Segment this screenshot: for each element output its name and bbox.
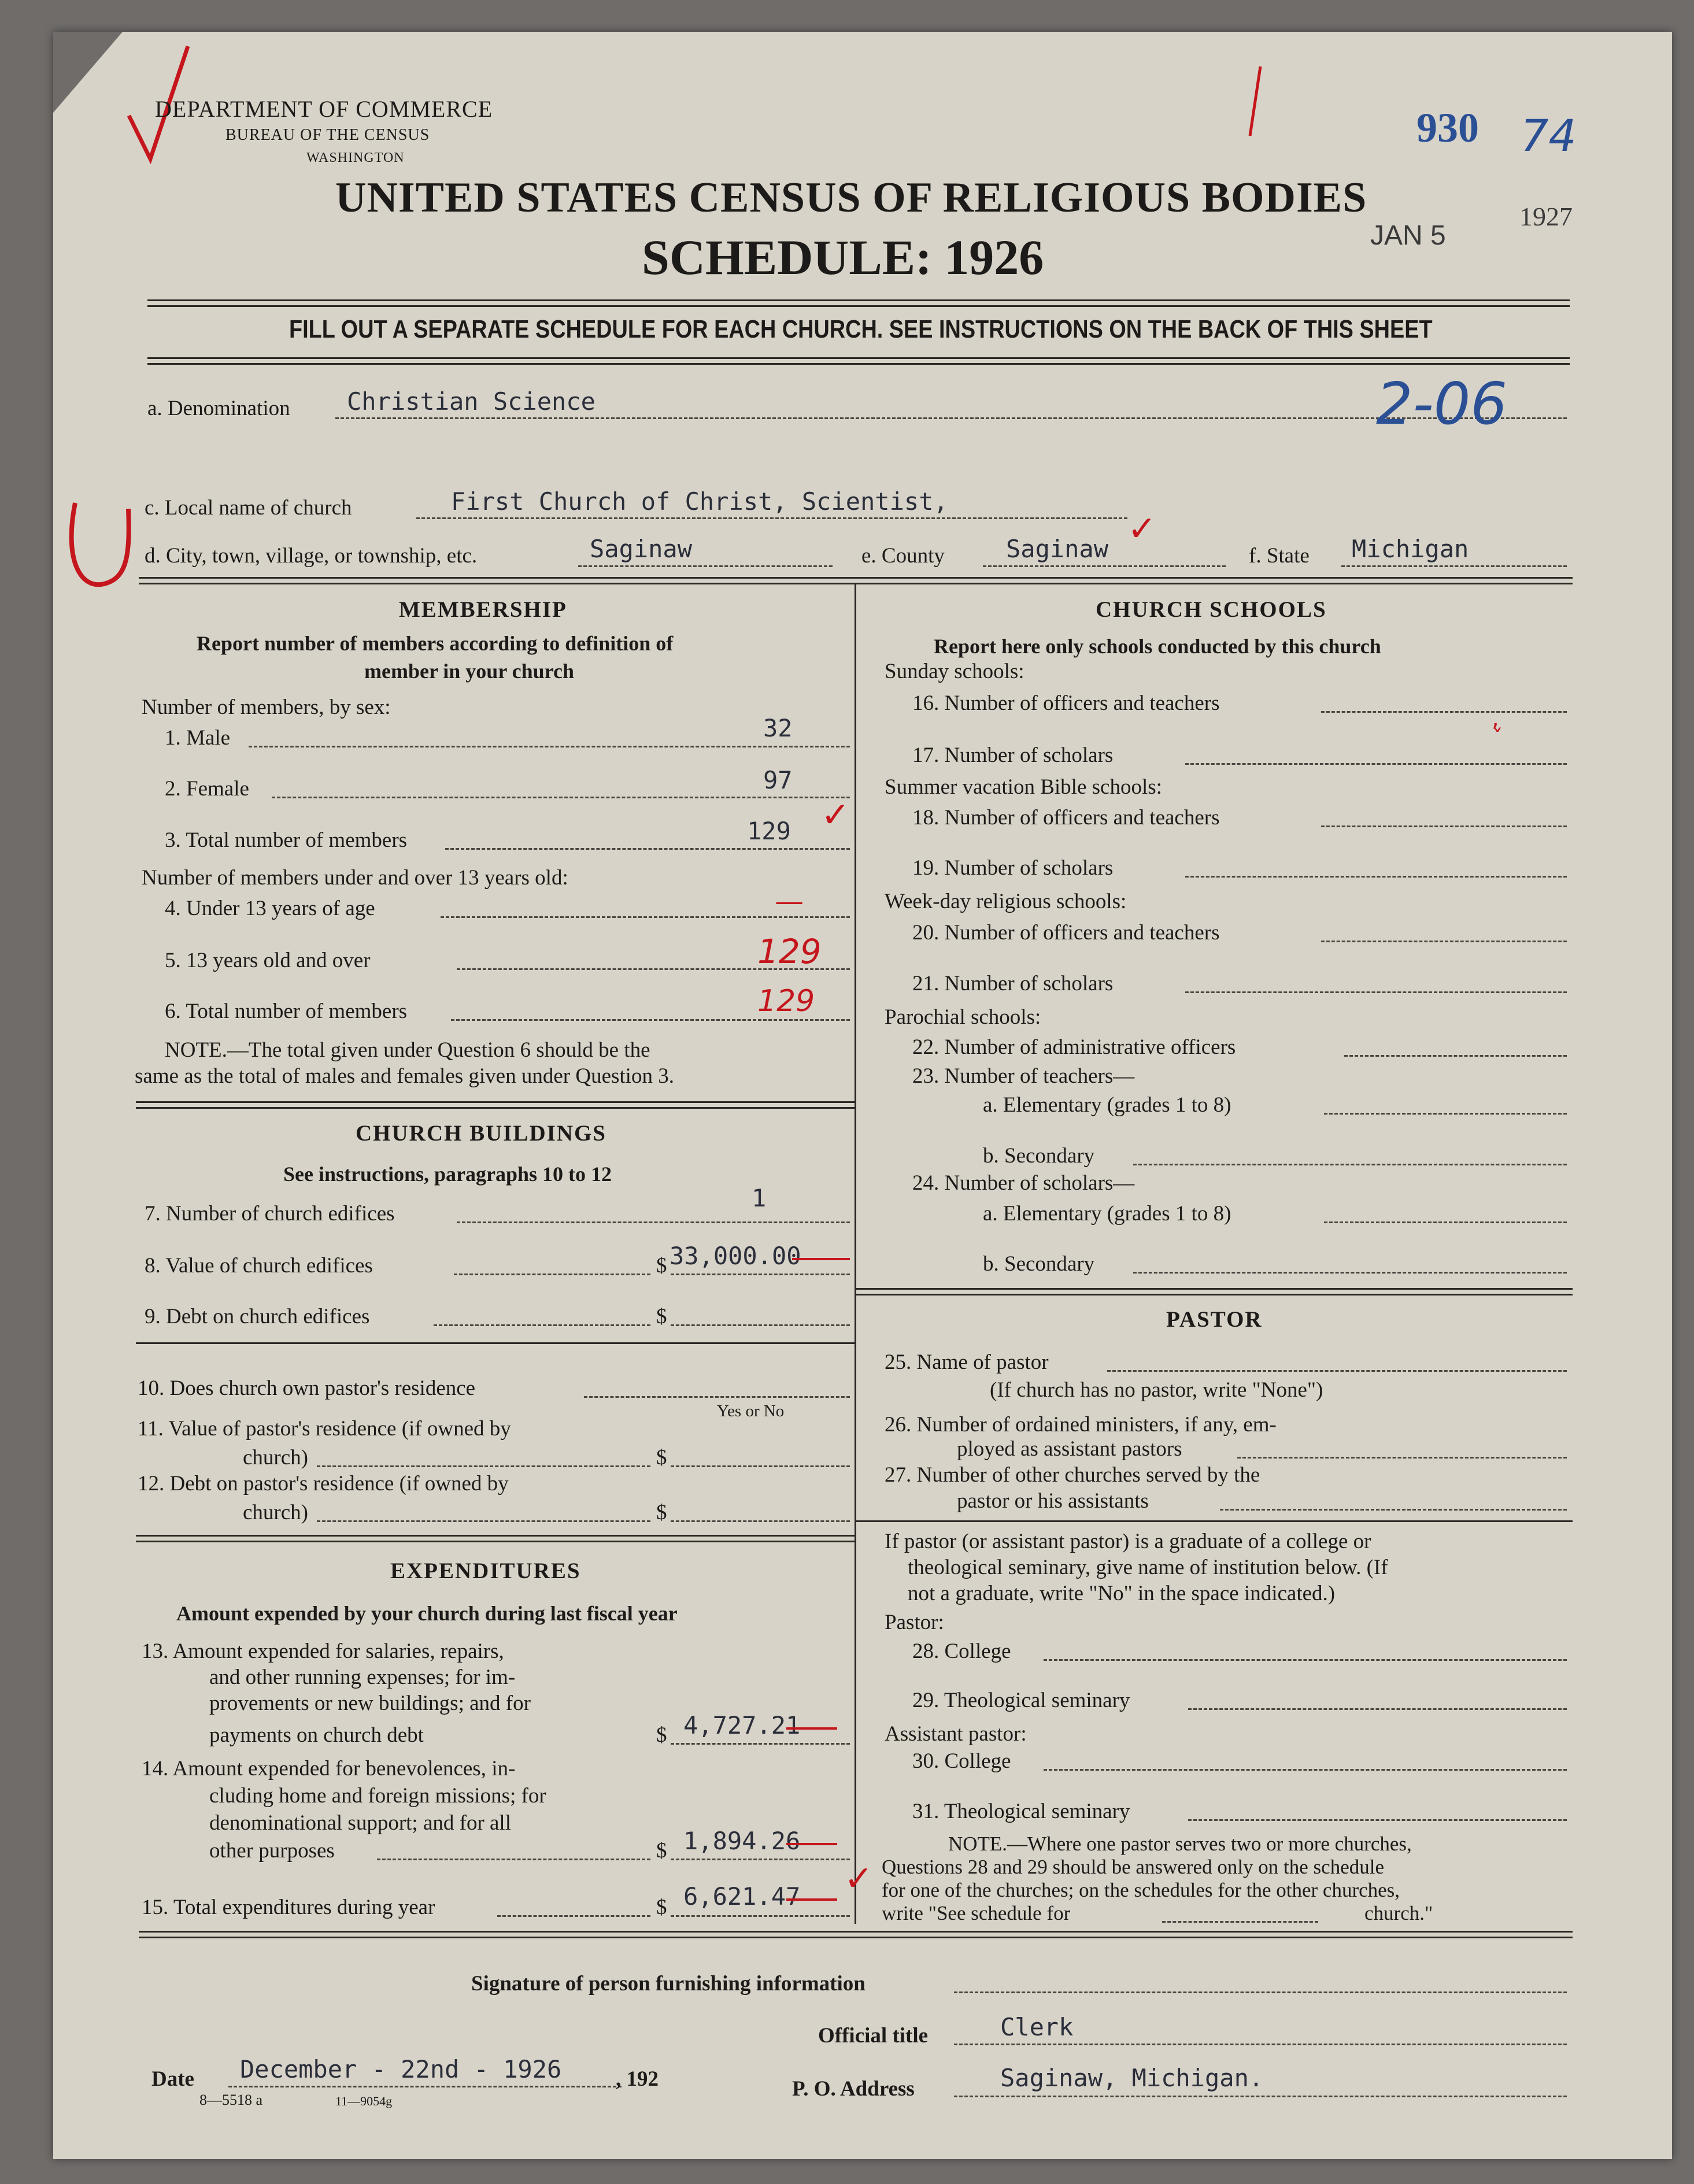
graduate-instruction-1: If pastor (or assistant pastor) is a graduate of a college or xyxy=(885,1530,1371,1553)
membership-intro-1: Report number of members according to definition of xyxy=(197,632,674,655)
stamp-number: 930 xyxy=(1416,105,1479,151)
bureau-heading: BUREAU OF THE CENSUS xyxy=(225,126,430,144)
expenditures-heading: EXPENDITURES xyxy=(390,1559,581,1583)
q2-female-value[interactable]: 97 xyxy=(763,766,793,794)
q8-value-field[interactable]: 33,000.00 xyxy=(670,1242,801,1270)
date-label: Date xyxy=(151,2067,194,2091)
buildings-intro: See instructions, paragraphs 10 to 12 xyxy=(283,1163,612,1186)
membership-note-2: same as the total of males and females given under Question 3. xyxy=(135,1064,674,1088)
q14-label-1: 14. Amount expended for benevolences, in- xyxy=(142,1757,516,1780)
handwritten-code-2-06: 2-06 xyxy=(1376,370,1507,438)
date-year-suffix: , 192 xyxy=(616,2067,659,2091)
dollar-sign: $ xyxy=(656,1723,667,1747)
pastor-note-4-end: church." xyxy=(1364,1902,1433,1924)
red-tick-q16: , xyxy=(1492,705,1499,732)
pastor-heading: PASTOR xyxy=(1166,1307,1263,1332)
dollar-sign: $ xyxy=(656,1896,667,1919)
q3-total-value[interactable]: 129 xyxy=(747,817,791,845)
city-field[interactable]: Saginaw xyxy=(590,535,693,563)
q20-label: 20. Number of officers and teachers xyxy=(912,921,1220,945)
denomination-field[interactable]: Christian Science xyxy=(347,387,596,416)
official-title-field[interactable]: Clerk xyxy=(1000,2013,1074,2041)
q29-label: 29. Theological seminary xyxy=(912,1689,1130,1712)
q8-label: 8. Value of church edifices xyxy=(145,1254,373,1278)
red-u-mark-icon xyxy=(64,497,145,595)
washington-heading: WASHINGTON xyxy=(306,150,405,165)
q25-none-instruction: (If church has no pastor, write "None") xyxy=(990,1378,1323,1402)
q23a-label: a. Elementary (grades 1 to 8) xyxy=(983,1093,1231,1117)
summer-schools-label: Summer vacation Bible schools: xyxy=(885,775,1162,799)
q15-label: 15. Total expenditures during year xyxy=(142,1896,435,1919)
denomination-label: a. Denomination xyxy=(147,397,290,420)
membership-note-1: NOTE.—The total given under Question 6 should be the xyxy=(165,1038,650,1062)
church-schools-heading: CHURCH SCHOOLS xyxy=(1096,597,1327,622)
po-address-label: P. O. Address xyxy=(792,2077,915,2101)
pastor-subheading: Pastor: xyxy=(885,1611,944,1634)
q1-male-value[interactable]: 32 xyxy=(763,714,793,742)
q9-label: 9. Debt on church edifices xyxy=(145,1305,370,1328)
q14-label-4: other purposes xyxy=(209,1839,335,1863)
q24b-label: b. Secondary xyxy=(983,1252,1095,1276)
q14-label-2: cluding home and foreign missions; for xyxy=(209,1784,546,1808)
q13-label-1: 13. Amount expended for salaries, repairs, xyxy=(142,1639,504,1663)
q13-value-field[interactable]: 4,727.21 xyxy=(683,1711,801,1739)
q25-label: 25. Name of pastor xyxy=(885,1350,1049,1374)
weekday-schools-label: Week-day religious schools: xyxy=(885,890,1127,913)
red-check-county: ✓ xyxy=(1127,509,1157,549)
q31-label: 31. Theological seminary xyxy=(912,1800,1130,1823)
red-check-q3: ✓ xyxy=(821,795,850,835)
q27-label-2: pastor or his assistants xyxy=(957,1489,1149,1513)
q15-value-field[interactable]: 6,621.47 xyxy=(683,1882,801,1911)
q23-label: 23. Number of teachers— xyxy=(912,1064,1135,1088)
q12-label-1: 12. Debt on pastor's residence (if owned by xyxy=(138,1472,509,1496)
q1-label: 1. Male xyxy=(165,726,231,750)
schedule-title: SCHEDULE: 1926 xyxy=(642,229,1044,285)
assistant-pastor-subheading: Assistant pastor: xyxy=(885,1722,1027,1746)
q19-label: 19. Number of scholars xyxy=(912,856,1114,880)
state-field[interactable]: Michigan xyxy=(1352,535,1469,563)
q28-label: 28. College xyxy=(912,1639,1011,1663)
q22-label: 22. Number of administrative officers xyxy=(912,1035,1236,1059)
q3-label: 3. Total number of members xyxy=(165,828,408,852)
handwritten-number-top: 74 xyxy=(1521,110,1577,161)
q14-value-field[interactable]: 1,894.26 xyxy=(683,1827,801,1855)
q6-total-value[interactable]: 129 xyxy=(757,984,815,1019)
q2-label: 2. Female xyxy=(165,777,249,801)
red-tick-mark-icon xyxy=(1243,64,1266,145)
membership-heading: MEMBERSHIP xyxy=(399,597,567,622)
q13-label-3: provements or new buildings; and for xyxy=(209,1691,531,1715)
parochial-schools-label: Parochial schools: xyxy=(885,1005,1041,1029)
q30-label: 30. College xyxy=(912,1749,1011,1773)
city-label: d. City, town, village, or township, etc. xyxy=(145,544,478,568)
q26-label-2: ployed as assistant pastors xyxy=(957,1437,1182,1461)
red-check-q15: ✓ xyxy=(844,1859,874,1899)
q5-label: 5. 13 years old and over xyxy=(165,949,371,972)
q7-edifices-value[interactable]: 1 xyxy=(752,1184,767,1212)
q6-label: 6. Total number of members xyxy=(165,1000,408,1023)
folded-corner xyxy=(53,32,123,113)
received-stamp-date: JAN 5 xyxy=(1370,220,1446,251)
department-heading: DEPARTMENT OF COMMERCE xyxy=(155,96,493,122)
sunday-schools-label: Sunday schools: xyxy=(885,660,1024,683)
signature-label: Signature of person furnishing information xyxy=(471,1972,866,1996)
pastor-note-1: NOTE.—Where one pastor serves two or more churches, xyxy=(948,1833,1412,1855)
q5-over-13-value[interactable]: 129 xyxy=(757,932,822,971)
state-label: f. State xyxy=(1249,544,1310,568)
yes-or-no-hint: Yes or No xyxy=(717,1402,785,1420)
q4-under-13-value[interactable]: — xyxy=(775,884,804,918)
q24-label: 24. Number of scholars— xyxy=(912,1171,1135,1195)
q21-label: 21. Number of scholars xyxy=(912,972,1114,995)
membership-intro-2: member in your church xyxy=(364,660,575,683)
members-by-sex-label: Number of members, by sex: xyxy=(142,695,391,719)
official-title-label: Official title xyxy=(818,2024,929,2048)
dollar-sign: $ xyxy=(656,1446,667,1469)
form-code-1: 8—5518 a xyxy=(199,2092,263,2108)
dollar-sign: $ xyxy=(656,1254,667,1278)
q18-label: 18. Number of officers and teachers xyxy=(912,806,1220,830)
pastor-note-4: write "See schedule for xyxy=(882,1902,1071,1924)
expenditures-intro: Amount expended by your church during last fiscal year xyxy=(176,1602,678,1625)
pastor-note-3: for one of the churches; on the schedules for the other churches, xyxy=(882,1879,1400,1901)
form-code-2: 11—9054g xyxy=(335,2094,393,2108)
church-buildings-heading: CHURCH BUILDINGS xyxy=(356,1121,606,1146)
q17-label: 17. Number of scholars xyxy=(912,743,1114,767)
received-stamp-year: 1927 xyxy=(1519,202,1573,231)
dollar-sign: $ xyxy=(656,1839,667,1863)
separate-schedule-instruction: FILL OUT A SEPARATE SCHEDULE FOR EACH CHURCH. SEE INSTRUCTIONS ON THE BACK OF THIS SHEET xyxy=(289,315,1433,343)
date-field[interactable]: December - 22nd - 1926 xyxy=(240,2055,562,2083)
po-address-field[interactable]: Saginaw, Michigan. xyxy=(1000,2064,1264,2092)
q13-label-4: payments on church debt xyxy=(209,1723,424,1747)
schools-intro: Report here only schools conducted by this church xyxy=(934,635,1381,658)
q11-label-2: church) xyxy=(243,1446,308,1469)
graduate-instruction-3: not a graduate, write "No" in the space indicated.) xyxy=(908,1582,1336,1605)
red-tick-q17: ˇ xyxy=(1492,725,1503,752)
dollar-sign: $ xyxy=(656,1305,667,1328)
members-by-age-label: Number of members under and over 13 years old: xyxy=(142,866,568,890)
q12-label-2: church) xyxy=(243,1501,308,1524)
q26-label-1: 26. Number of ordained ministers, if any, em- xyxy=(885,1413,1277,1437)
q23b-label: b. Secondary xyxy=(983,1144,1095,1168)
form-title: UNITED STATES CENSUS OF RELIGIOUS BODIES xyxy=(335,174,1367,221)
local-name-field[interactable]: First Church of Christ, Scientist, xyxy=(451,487,948,516)
county-label: e. County xyxy=(861,544,945,568)
q13-label-2: and other running expenses; for im- xyxy=(209,1665,516,1689)
q27-label-1: 27. Number of other churches served by the xyxy=(885,1463,1260,1487)
q4-label: 4. Under 13 years of age xyxy=(165,897,375,920)
graduate-instruction-2: theological seminary, give name of institution below. (If xyxy=(908,1556,1388,1579)
q10-label: 10. Does church own pastor's residence xyxy=(138,1376,476,1400)
local-name-label: c. Local name of church xyxy=(145,496,352,520)
dollar-sign: $ xyxy=(656,1501,667,1524)
q24a-label: a. Elementary (grades 1 to 8) xyxy=(983,1202,1231,1226)
q7-label: 7. Number of church edifices xyxy=(145,1202,395,1226)
q14-label-3: denominational support; and for all xyxy=(209,1811,511,1835)
county-field[interactable]: Saginaw xyxy=(1006,535,1109,563)
q16-label: 16. Number of officers and teachers xyxy=(912,691,1220,715)
q11-label-1: 11. Value of pastor's residence (if owned by xyxy=(138,1417,511,1441)
pastor-note-2: Questions 28 and 29 should be answered only on the schedule xyxy=(882,1856,1385,1878)
